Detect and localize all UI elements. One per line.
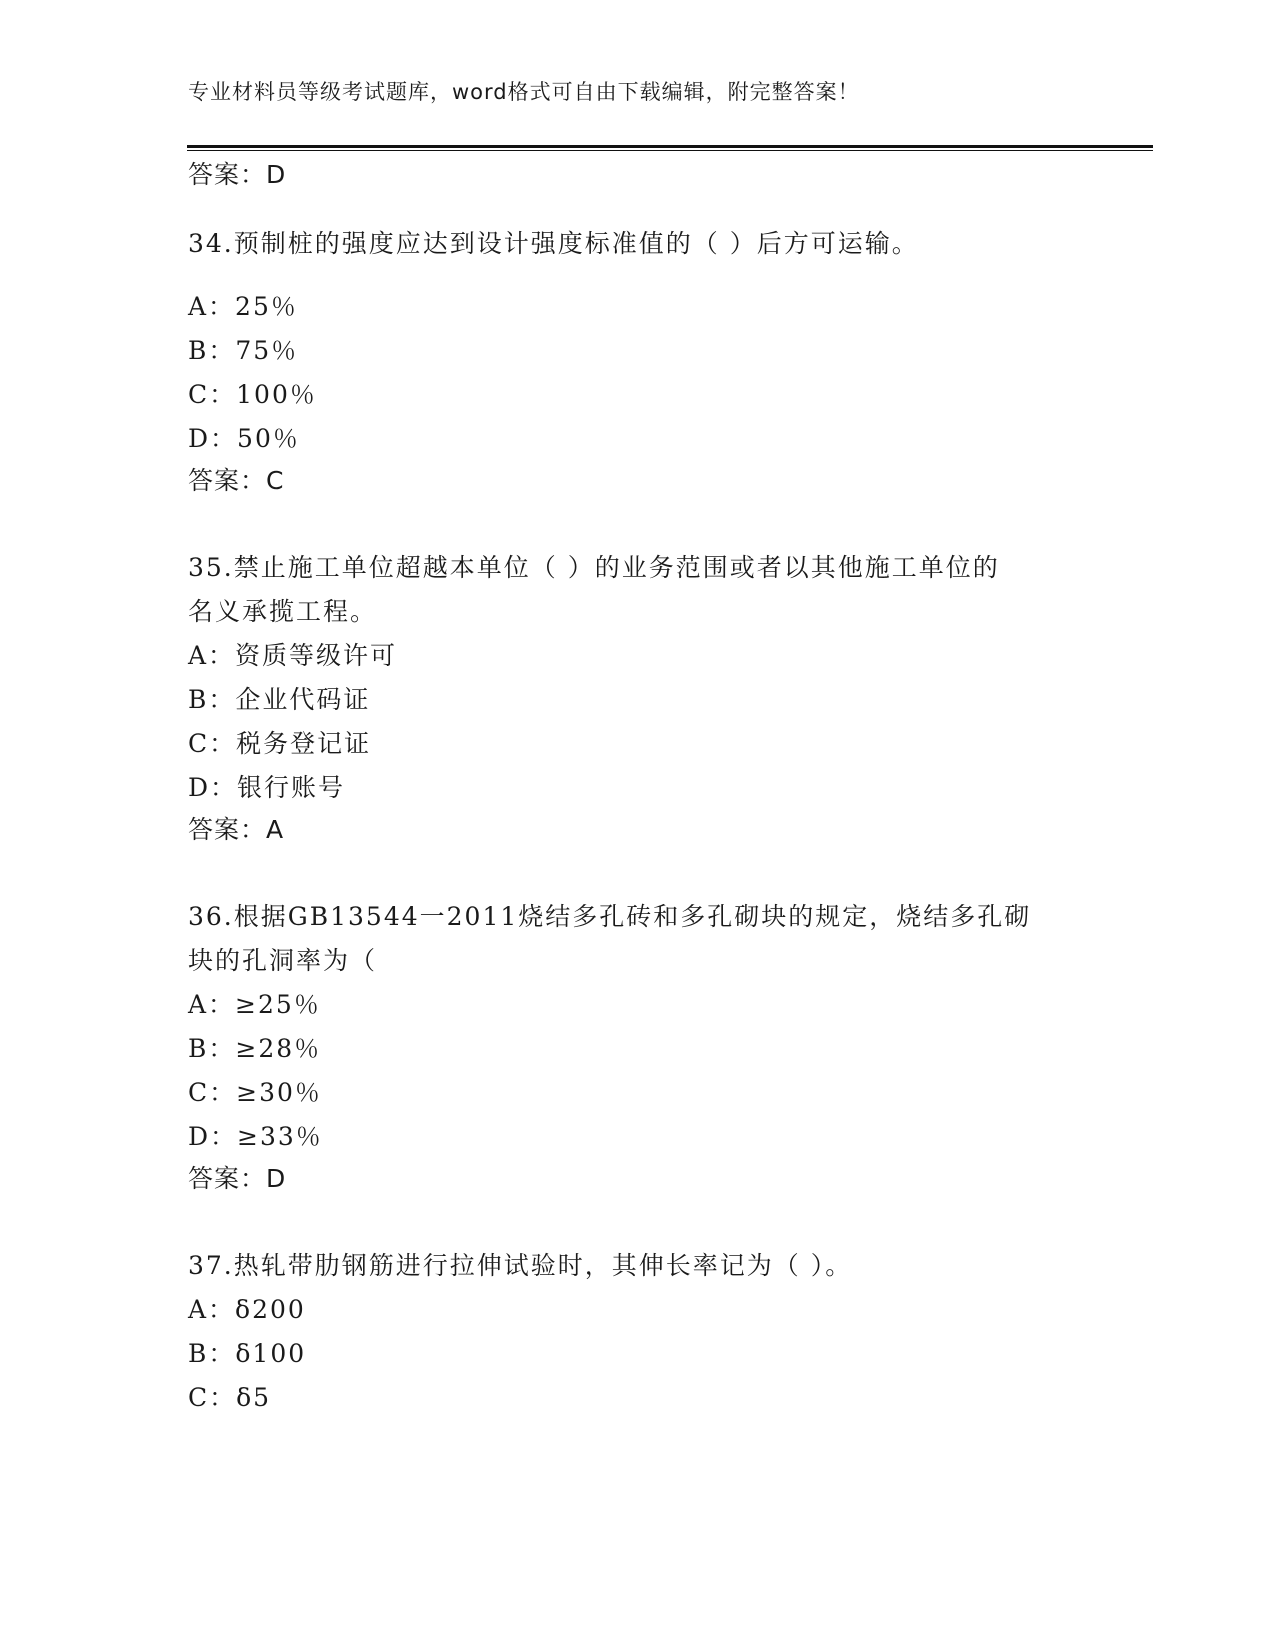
answer-line: 答案：D (188, 1164, 287, 1193)
option-line: C：δ5 (188, 1383, 272, 1412)
header-rule-thick (187, 145, 1153, 148)
question-text: 35.禁止施工单位超越本单位（ ）的业务范围或者以其他施工单位的 (188, 553, 1000, 582)
question-text: 块的孔洞率为（ (188, 946, 378, 975)
question-text: 34.预制桩的强度应达到设计强度标准值的（ ）后方可运输。 (188, 229, 919, 258)
option-line: A：≥25％ (188, 990, 321, 1019)
header-rule-thin (187, 150, 1153, 151)
option-line: A：资质等级许可 (188, 641, 398, 670)
option-line: D：50％ (188, 424, 300, 453)
option-line: C：≥30％ (188, 1078, 322, 1107)
option-line: C：100％ (188, 380, 317, 409)
question-text: 37.热轧带肋钢筋进行拉伸试验时，其伸长率记为（ ）。 (188, 1251, 853, 1280)
question-text: 36.根据GB13544一2011烧结多孔砖和多孔砌块的规定，烧结多孔砌 (188, 902, 1032, 931)
answer-line: 答案：A (188, 815, 285, 844)
option-line: C：税务登记证 (188, 729, 372, 758)
option-line: B：企业代码证 (188, 685, 371, 714)
option-line: D：≥33％ (188, 1122, 323, 1151)
page-header-text: 专业材料员等级考试题库，word格式可自由下载编辑，附完整答案！ (188, 80, 860, 104)
answer-line: 答案：D (188, 160, 287, 189)
option-line: B：≥28％ (188, 1034, 322, 1063)
answer-line: 答案：C (188, 466, 285, 495)
option-line: B：δ100 (188, 1339, 307, 1368)
question-text: 名义承揽工程。 (188, 597, 378, 626)
option-line: B：75％ (188, 336, 299, 365)
option-line: D：银行账号 (188, 773, 346, 802)
option-line: A：25％ (188, 292, 298, 321)
option-line: A：δ200 (188, 1295, 306, 1324)
